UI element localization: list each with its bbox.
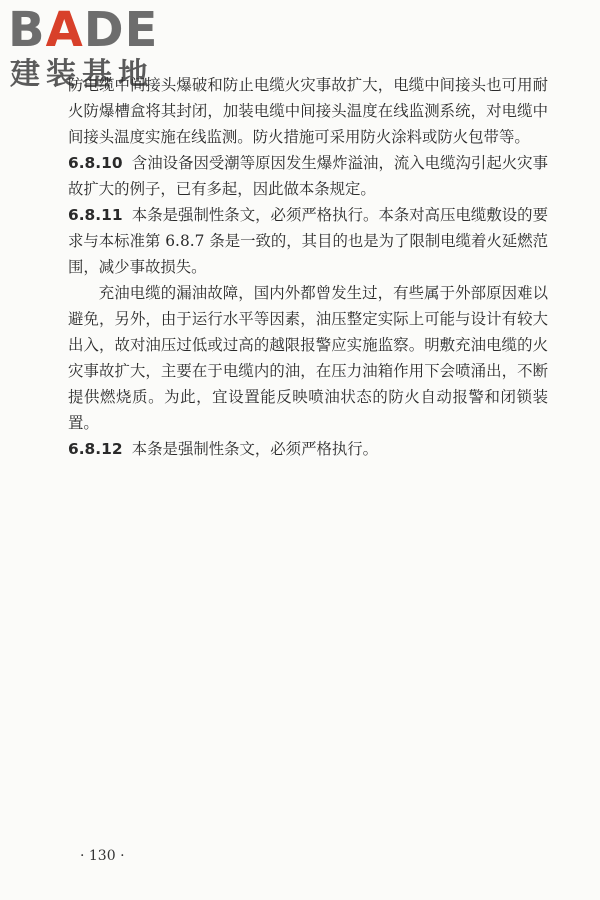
- paragraph-oil-cable: [68, 280, 548, 436]
- clause-number: 6.8.10: [68, 154, 123, 172]
- paragraph-text: 含油设备因受潮等原因发生爆炸溢油，流入电缆沟引起火灾事故扩大的例子，已有多起，因此做本条规定。: [68, 154, 548, 198]
- watermark-subtitle: 建装基地: [10, 57, 154, 92]
- paragraph-text: 本条是强制性条文，必须严格执行。: [131, 440, 379, 458]
- paragraph-text: 防电缆中间接头爆破和防止电缆火灾事故扩大，电缆中间接头也可用耐火防爆槽盒将其封闭，加装电缆中间接头温度在线监测系统，对电缆中间接头温度实施在线监测。防火措施可采用防火涂料或防火包带等。: [68, 76, 548, 146]
- paragraph-text: 充油电缆的漏油故障，国内外都曾发生过，有些属于外部原因难以避免，另外，由于运行水平等因素，油压整定实际上可能与设计有较大出入，故对油压过低或过高的越限报警应实施监察。明敷充油电缆的火灾事故扩大，主要在于电缆内的油，在压力油箱作用下会喷涌出，不断提供燃烧质。为此，宜设置能反映喷油状态的防火自动报警和闭锁装置。: [68, 284, 548, 432]
- page-number: · 130 ·: [80, 848, 125, 864]
- page-body: [68, 72, 548, 462]
- paragraph-continuation: [68, 72, 548, 150]
- clause-number: 6.8.11: [68, 206, 123, 224]
- clause-6-8-10: [68, 150, 548, 202]
- watermark-brand: BADE: [8, 2, 159, 58]
- clause-6-8-11: [68, 202, 548, 280]
- paragraph-text: 本条是强制性条文，必须严格执行。本条对高压电缆敷设的要求与本标准第 6.8.7 条是一致的，其目的也是为了限制电缆着火延燃范围，减少事故损失。: [68, 206, 548, 276]
- clause-number: 6.8.12: [68, 440, 123, 458]
- clause-6-8-12: [68, 436, 548, 462]
